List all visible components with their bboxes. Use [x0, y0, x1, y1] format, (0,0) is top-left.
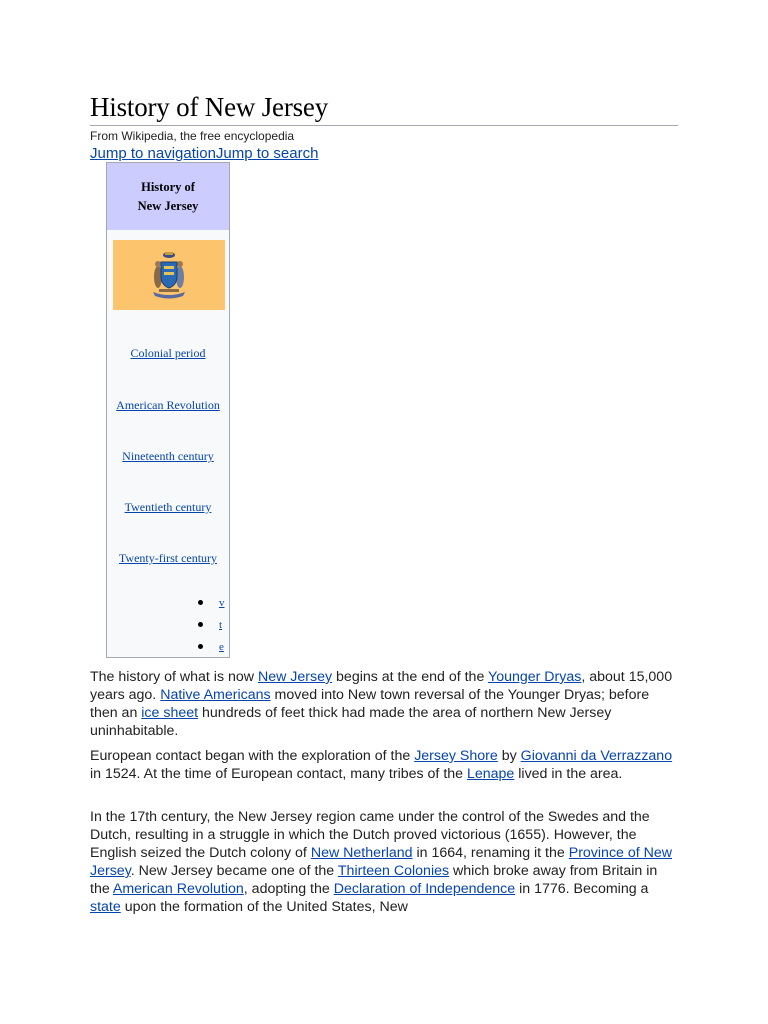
infobox-title-line2: New Jersey: [137, 198, 199, 213]
paragraph-text: in 1776. Becoming a: [515, 881, 649, 897]
article-link-younger-dryas[interactable]: Younger Dryas: [488, 669, 582, 685]
bullet-icon: [198, 600, 203, 605]
paragraph-text: European contact began with the exploration of the: [90, 748, 415, 764]
article-link-giovanni-da-verrazzano[interactable]: Giovanni da Verrazzano: [520, 748, 673, 764]
nav-link-american-revolution[interactable]: American Revolution: [116, 398, 220, 412]
article-link-state[interactable]: state: [90, 899, 121, 915]
coat-of-arms-icon: [113, 240, 225, 310]
site-tagline: From Wikipedia, the free encyclopedia: [90, 129, 295, 143]
article-link-province-of-new-jersey[interactable]: Province of New Jersey: [90, 845, 673, 879]
paragraph-text: begins at the end of the: [332, 669, 489, 685]
new-jersey-flag-icon[interactable]: [113, 240, 225, 310]
article-link-declaration-of-independence[interactable]: Declaration of Independence: [333, 881, 516, 897]
title-divider: [90, 125, 678, 126]
paragraph-text: , adopting the: [243, 881, 334, 897]
infobox: [106, 162, 230, 658]
vte-view-link[interactable]: v: [219, 597, 225, 609]
jump-links[interactable]: Jump to navigationJump to search: [90, 145, 319, 162]
paragraph-text: by: [497, 748, 521, 764]
paragraph-text: lived in the area.: [514, 766, 623, 782]
paragraph-text: upon the formation of the United States, New: [120, 899, 408, 915]
article-link-ice-sheet[interactable]: ice sheet: [141, 705, 199, 721]
infobox-header: [107, 163, 229, 230]
article-link-native-americans[interactable]: Native Americans: [160, 687, 271, 703]
nav-link-twentieth-century[interactable]: Twentieth century: [124, 500, 212, 514]
article-paragraph-2: [90, 747, 680, 783]
paragraph-text: in 1664, renaming it the: [412, 845, 569, 861]
article-link-new-jersey[interactable]: New Jersey: [257, 669, 333, 685]
paragraph-text: , about 15,000 years ago.: [90, 669, 673, 703]
bullet-icon: [198, 644, 203, 649]
vte-edit-link[interactable]: e: [219, 641, 224, 653]
article-link-jersey-shore[interactable]: Jersey Shore: [414, 748, 498, 764]
article-link-new-netherland[interactable]: New Netherland: [310, 845, 413, 861]
article-link-lenape[interactable]: Lenape: [466, 766, 515, 782]
paragraph-text: hundreds of feet thick had made the area of northern New Jersey uninhabitable.: [90, 705, 612, 739]
article-paragraph-3: [90, 808, 680, 916]
nav-link-colonial-period[interactable]: Colonial period: [130, 346, 206, 360]
bullet-icon: [198, 622, 203, 627]
infobox-title-line1: History of: [141, 179, 195, 194]
paragraph-text: which broke away from Britain in the: [90, 863, 658, 897]
paragraph-text: The history of what is now: [90, 669, 258, 685]
article-link-american-revolution[interactable]: American Revolution: [112, 881, 244, 897]
vte-talk-link[interactable]: t: [219, 619, 223, 631]
paragraph-text: moved into New town reversal of the Younger Dryas; before then an: [90, 687, 650, 721]
paragraph-text: . New Jersey became one of the: [130, 863, 338, 879]
article-link-thirteen-colonies[interactable]: Thirteen Colonies: [337, 863, 450, 879]
paragraph-text: In the 17th century, the New Jersey region came under the control of the Swedes and the Dutch, resulting in a struggle in which the Dutch proved victorious (1655). However, the English seized the Dutch colony of: [90, 809, 650, 861]
article-paragraph-1: [90, 668, 680, 740]
nav-link-twenty-first-century[interactable]: Twenty-first century: [118, 551, 218, 565]
page-title: History of New Jersey: [90, 92, 328, 122]
nav-link-nineteenth-century[interactable]: Nineteenth century: [122, 449, 214, 463]
paragraph-text: in 1524. At the time of European contact, many tribes of the: [90, 766, 467, 782]
